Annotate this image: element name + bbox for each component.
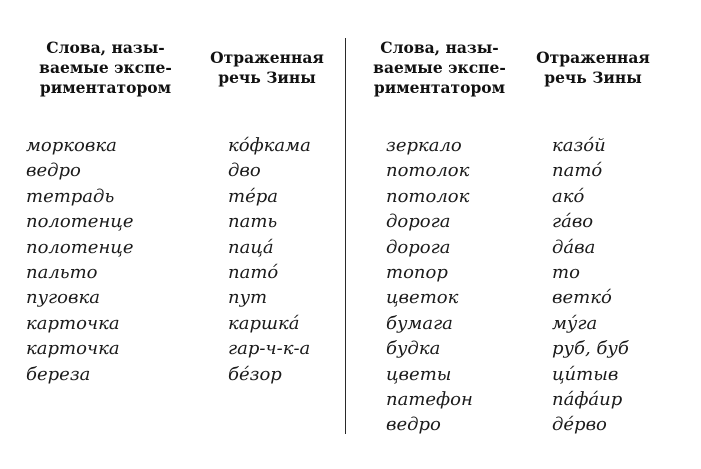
echoed-word: бе́зор [228, 363, 282, 385]
spoken-word: цветы [386, 363, 452, 385]
echoed-word: да́ва [552, 236, 596, 258]
spoken-word: бумага [386, 312, 453, 334]
spoken-word: дорога [386, 236, 451, 258]
echoed-word: пать [228, 211, 278, 233]
echoed-word: га́во [552, 211, 594, 233]
echoed-word: паца́ [228, 236, 274, 258]
echoed-word: те́ра [228, 185, 278, 207]
spoken-word: топор [386, 261, 448, 283]
spoken-word: карточка [26, 338, 120, 360]
spoken-word: зеркало [386, 135, 462, 156]
echoed-word: казо́й [552, 135, 606, 156]
right-echo-header: Отраженная речь Зины [536, 48, 650, 87]
spoken-word: пальто [26, 261, 98, 283]
echoed-word: гар-ч-к-а [228, 338, 311, 360]
spoken-word: пуговка [26, 287, 100, 309]
spoken-word: дорога [386, 211, 451, 233]
left-echo-header: Отраженная речь Зины [210, 48, 324, 87]
left-words-list [26, 133, 134, 387]
spoken-word: полотенце [26, 211, 134, 233]
spoken-word: морковка [26, 135, 117, 156]
echoed-word: каршка́ [228, 312, 300, 334]
echoed-word: па́фа́ир [552, 388, 623, 410]
spoken-word: будка [386, 338, 441, 360]
spoken-word: потолок [386, 185, 470, 207]
echoed-word: руб, буб [552, 338, 629, 360]
echoed-word: то [552, 261, 580, 283]
echoed-word: дво [228, 160, 261, 182]
spoken-word: береза [26, 363, 91, 385]
right-words-header: Слова, назы- ваемые экспе- риментатором [373, 38, 506, 97]
spoken-word: карточка [26, 312, 120, 334]
right-words-list [386, 133, 473, 438]
echoed-word: пато́ [228, 261, 279, 283]
echoed-word: ветко́ [552, 287, 612, 309]
right-table [346, 0, 701, 469]
echoed-word: ци́тыв [552, 363, 619, 385]
spoken-word: полотенце [26, 236, 134, 258]
echoed-word: ако́ [552, 185, 585, 207]
spoken-word: потолок [386, 160, 470, 182]
spoken-word: цветок [386, 287, 459, 309]
left-echo-list [228, 133, 311, 387]
echoed-word: ко́фкама [228, 135, 311, 156]
echoed-word: пут [228, 287, 268, 309]
spoken-word: патефон [386, 388, 473, 410]
echoed-word: пато́ [552, 160, 603, 182]
spoken-word: ведро [26, 160, 81, 182]
right-echo-list [552, 133, 629, 438]
echoed-word: де́рво [552, 414, 607, 436]
left-table [0, 0, 345, 469]
spoken-word: ведро [386, 414, 441, 436]
echoed-word: му́га [552, 312, 598, 334]
spoken-word: тетрадь [26, 185, 115, 207]
left-words-header: Слова, назы- ваемые экспе- риментатором [39, 38, 172, 97]
